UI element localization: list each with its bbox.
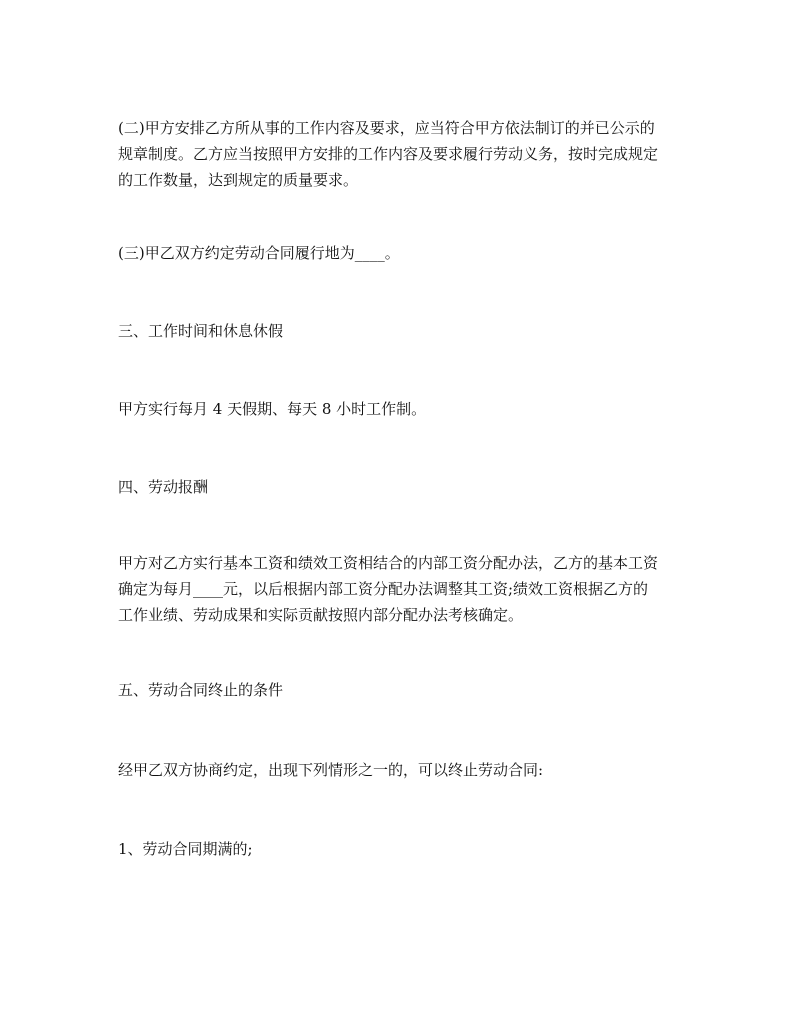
clause-3-paragraph	[118, 240, 688, 266]
pay-paragraph	[118, 550, 688, 628]
work-time-paragraph	[118, 396, 688, 422]
termination-item-1	[118, 836, 688, 862]
paragraph-line: 经甲乙双方协商约定，出现下列情形之一的，可以终止劳动合同:	[118, 761, 544, 779]
heading-text: 五、劳动合同终止的条件	[118, 681, 284, 699]
heading-text: 三、工作时间和休息休假	[118, 322, 284, 340]
list-item: 1、劳动合同期满的;	[118, 840, 253, 858]
paragraph-line: 确定为每月____元，以后根据内部工资分配办法调整其工资;绩效工资根据乙方的	[118, 580, 649, 598]
paragraph-line: 的工作数量，达到规定的质量要求。	[118, 171, 359, 189]
paragraph-line: 甲方对乙方实行基本工资和绩效工资相结合的内部工资分配办法，乙方的基本工资	[118, 554, 659, 572]
section-5-heading	[118, 677, 688, 703]
clause-2-paragraph	[118, 115, 688, 193]
heading-text: 四、劳动报酬	[118, 478, 209, 496]
paragraph-line: (二)甲方安排乙方所从事的工作内容及要求，应当符合甲方依法制订的并已公示的	[118, 119, 655, 137]
section-4-heading	[118, 474, 688, 500]
section-3-heading	[118, 318, 688, 344]
paragraph-line: 甲方实行每月 4 天假期、每天 8 小时工作制。	[118, 400, 427, 418]
paragraph-line: 工作业绩、劳动成果和实际贡献按照内部分配办法考核确定。	[118, 606, 524, 624]
termination-paragraph	[118, 757, 688, 783]
paragraph-line: 规章制度。乙方应当按照甲方安排的工作内容及要求履行劳动义务，按时完成规定	[118, 145, 659, 163]
paragraph-line: (三)甲乙双方约定劳动合同履行地为____。	[118, 244, 400, 262]
